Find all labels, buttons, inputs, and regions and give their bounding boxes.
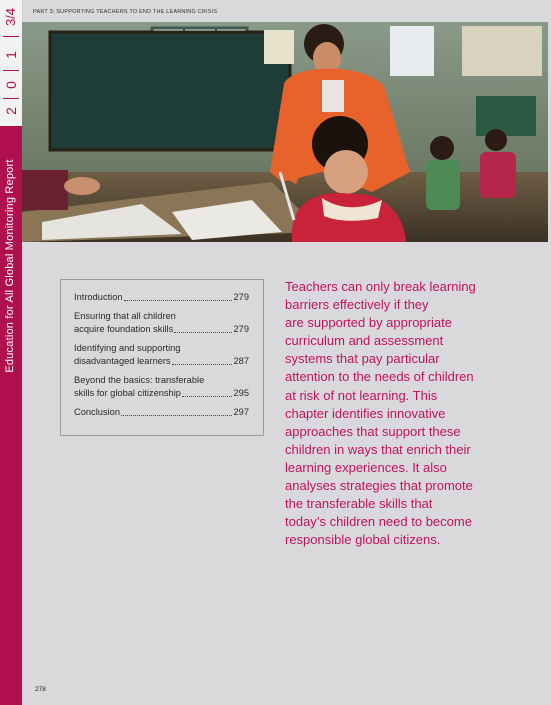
intro-line: attention to the needs of children [285,369,474,385]
year-part-0: 0 [3,81,19,89]
toc-leader [124,300,233,301]
intro-line: are supported by appropriate [285,315,452,331]
intro-line: today’s children need to become [285,514,472,530]
toc-leader [121,415,232,416]
intro-line: analyses strategies that promote [285,478,473,494]
intro-line: children in ways that enrich their [285,441,471,457]
toc-entry-title-line2: disadvantaged learners [74,356,171,366]
year-box [0,0,23,126]
toc-page-number: 297 [233,407,249,417]
intro-line: curriculum and assessment [285,333,444,349]
year-part-2: 2 [3,107,19,115]
toc-entry-title: Introduction [74,292,123,302]
year-part-1: 1 [3,51,19,59]
toc-entry-title-line1: Ensuring that all children [74,311,176,321]
intro-line: the transferable skills that [285,496,433,512]
chapter-intro [285,278,507,549]
sidebar [0,0,22,705]
intro-line: learning experiences. It also [285,459,447,475]
toc-page-number: 287 [233,356,249,366]
toc-leader [172,364,233,365]
classroom-photo [22,22,548,242]
intro-line: barriers effectively if they [285,297,429,313]
year-divider [3,98,19,99]
report-title: Education for All Global Monitoring Report [4,159,16,373]
toc-entry-foundation-skills[interactable] [74,310,249,336]
year-part-3-4: 3/4 [3,7,18,27]
page-number: 278 [35,686,46,693]
toc-entry-conclusion[interactable] [74,406,249,419]
toc-entry-introduction[interactable] [74,291,249,304]
toc-entry-title-line1: Beyond the basics: transferable [74,375,205,385]
intro-line: Teachers can only break learning [285,279,476,294]
intro-line: at risk of not learning. This [285,387,438,403]
toc-entry-title: Conclusion [74,407,120,417]
toc-page-number: 295 [233,388,249,398]
toc-page-number: 279 [233,292,249,302]
intro-line: systems that pay particular [285,351,440,367]
intro-line: chapter identifies innovative [285,405,446,421]
toc-entry-title-line2: skills for global citizenship [74,388,181,398]
toc-entry-disadvantaged-learners[interactable] [74,342,249,368]
toc-entry-title-line1: Identifying and supporting [74,343,181,353]
year-divider [3,36,19,37]
toc-entry-title-line2: acquire foundation skills [74,324,174,334]
part-header: PART 3: SUPPORTING TEACHERS TO END THE LEARNING CRISIS [33,9,218,15]
toc-page-number: 279 [233,324,249,334]
intro-line: approaches that support these [285,423,461,439]
toc-leader [174,332,232,333]
year-divider [3,70,19,71]
toc-leader [182,396,233,397]
classroom-photo-illustration [22,22,548,242]
toc-entry-transferable-skills[interactable] [74,374,249,400]
table-of-contents [60,279,264,436]
intro-line: responsible global citizens. [285,532,441,548]
